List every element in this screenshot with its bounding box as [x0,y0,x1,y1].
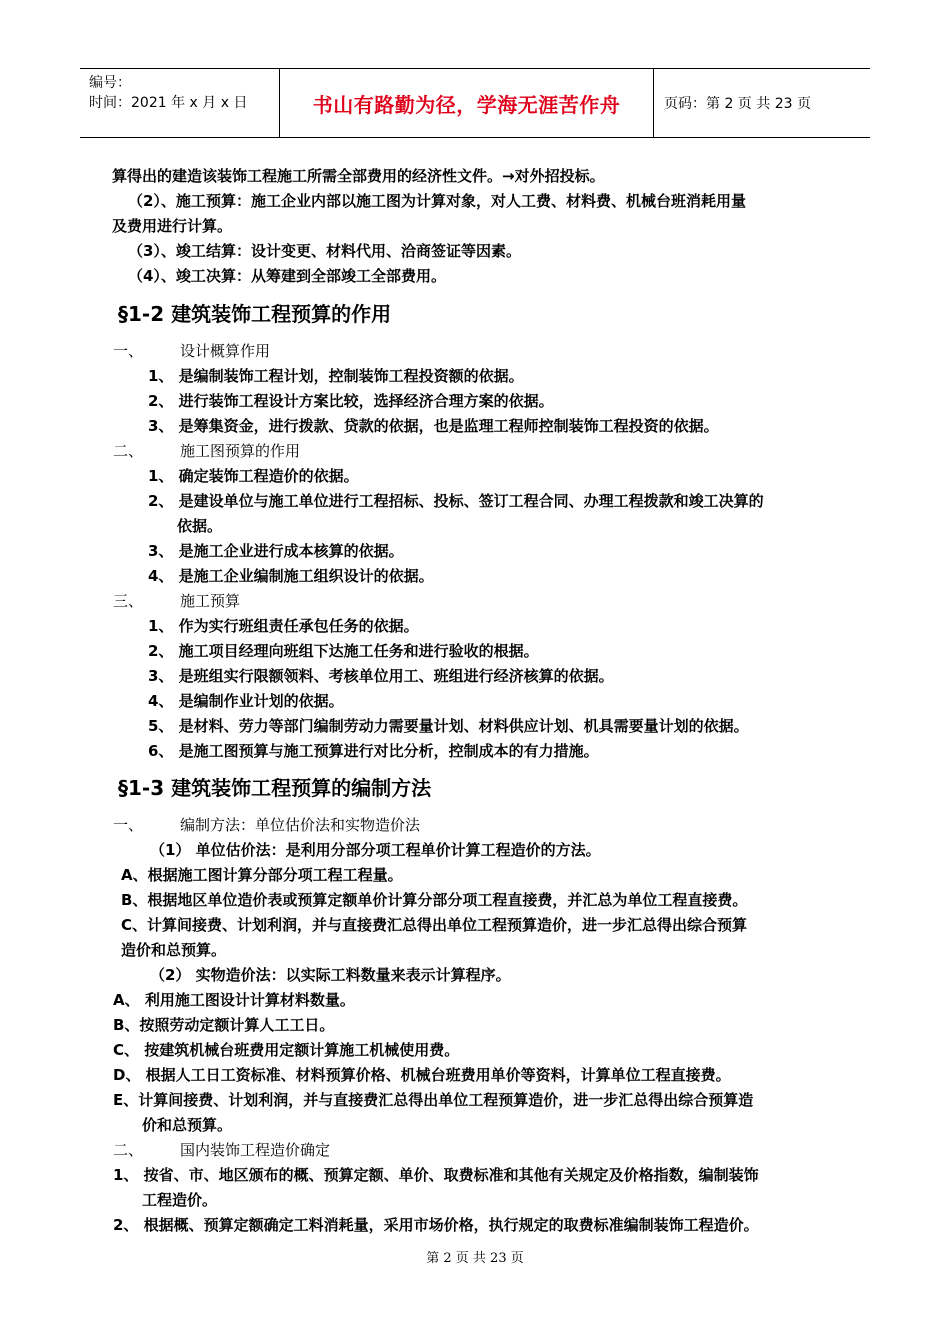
list-item: A、根据施工图计算分部分项工程工程量。 [121,866,403,884]
list-item: 3、 是班组实行限额领料、考核单位用工、班组进行经济核算的依据。 [148,667,614,685]
list-item: 4、 是施工企业编制施工组织设计的依据。 [148,567,434,585]
list-item-continuation: 依据。 [177,517,223,535]
list-item: 1、 按省、市、地区颁布的概、预算定额、单价、取费标准和其他有关规定及价格指数，编制装饰 [113,1166,759,1184]
list-item-continuation: 工程造价。 [142,1191,218,1209]
paragraph-line: （2）、施工预算：施工企业内部以施工图为计算对象，对人工费、材料费、机械台班消耗用量 [128,192,746,210]
outline-number: 三、 [113,592,144,610]
header-motto: 书山有路勤为径，学海无涯苦作舟 [280,69,654,137]
list-item: 2、 根据概、预算定额确定工料消耗量，采用市场价格，执行规定的取费标准编制装饰工程造价。 [113,1216,759,1234]
list-item: 6、 是施工图预算与施工预算进行对比分析，控制成本的有力措施。 [148,742,599,760]
list-item: 5、 是材料、劳力等部门编制劳动力需要量计划、材料供应计划、机具需要量计划的依据。 [148,717,749,735]
list-item: 4、 是编制作业计划的依据。 [148,692,344,710]
subsection-title: 编制方法：单位估价法和实物造价法 [180,816,421,834]
doc-number-label: 编号： [89,75,131,91]
list-item: 3、 是施工企业进行成本核算的依据。 [148,542,404,560]
subsection-title: 设计概算作用 [180,342,271,360]
paragraph-line: （3）、竣工结算：设计变更、材料代用、洽商签证等因素。 [128,242,521,260]
list-item: （2） 实物造价法：以实际工料数量来表示计算程序。 [150,966,511,984]
outline-number: 二、 [113,1141,144,1159]
list-item: E、计算间接费、计划利润，并与直接费汇总得出单位工程预算造价，进一步汇总得出综合预算造 [113,1091,754,1109]
outline-number: 一、 [113,342,144,360]
list-item-continuation: 价和总预算。 [142,1116,233,1134]
subsection-title: 施工预算 [180,592,241,610]
list-item: A、 利用施工图设计计算材料数量。 [113,991,355,1009]
list-item: C、 按建筑机械台班费用定额计算施工机械使用费。 [113,1041,460,1059]
page-footer: 第 2 页 共 23 页 [426,1251,524,1266]
list-item: 2、 是建设单位与施工单位进行工程招标、投标、签订工程合同、办理工程拨款和竣工决算的 [148,492,764,510]
outline-number: 二、 [113,442,144,460]
list-item: 1、 是编制装饰工程计划，控制装饰工程投资额的依据。 [148,367,524,385]
paragraph-line: （4）、竣工决算：从筹建到全部竣工全部费用。 [128,267,446,285]
list-item: B、根据地区单位造价表或预算定额单价计算分部分项工程直接费，并汇总为单位工程直接费。 [121,891,748,909]
list-item: B、按照劳动定额计算人工工日。 [113,1016,335,1034]
subsection-title: 施工图预算的作用 [180,442,301,460]
list-item: 2、 施工项目经理向班组下达施工任务和进行验收的根据。 [148,642,539,660]
list-item: （1） 单位估价法：是利用分部分项工程单价计算工程造价的方法。 [150,841,601,859]
list-item: D、 根据人工日工资标准、材料预算价格、机械台班费用单价等资料，计算单位工程直接费。 [113,1066,731,1084]
header-page-info: 页码：第 2 页 共 23 页 [664,96,811,112]
paragraph-line: 及费用进行计算。 [112,217,233,235]
outline-number: 一、 [113,816,144,834]
list-item: 3、 是筹集资金，进行拨款、贷款的依据，也是监理工程师控制装饰工程投资的依据。 [148,417,719,435]
paragraph-line: 算得出的建造该装饰工程施工所需全部费用的经济性文件。→对外招投标。 [112,167,605,185]
list-item: 1、 作为实行班组责任承包任务的依据。 [148,617,419,635]
header-meta [80,69,280,137]
list-item: 1、 确定装饰工程造价的依据。 [148,467,359,485]
list-item: 2、 进行装饰工程设计方案比较，选择经济合理方案的依据。 [148,392,554,410]
doc-time-label: 时间：2021 年 x 月 x 日 [89,95,248,111]
subsection-title: 国内装饰工程造价确定 [180,1141,331,1159]
section-heading: §1-2 建筑装饰工程预算的作用 [118,302,392,326]
list-item-continuation: 造价和总预算。 [121,941,227,959]
section-heading: §1-3 建筑装饰工程预算的编制方法 [118,776,432,800]
page-header [80,68,870,138]
list-item: C、计算间接费、计划利润，并与直接费汇总得出单位工程预算造价，进一步汇总得出综合预算 [121,916,748,934]
